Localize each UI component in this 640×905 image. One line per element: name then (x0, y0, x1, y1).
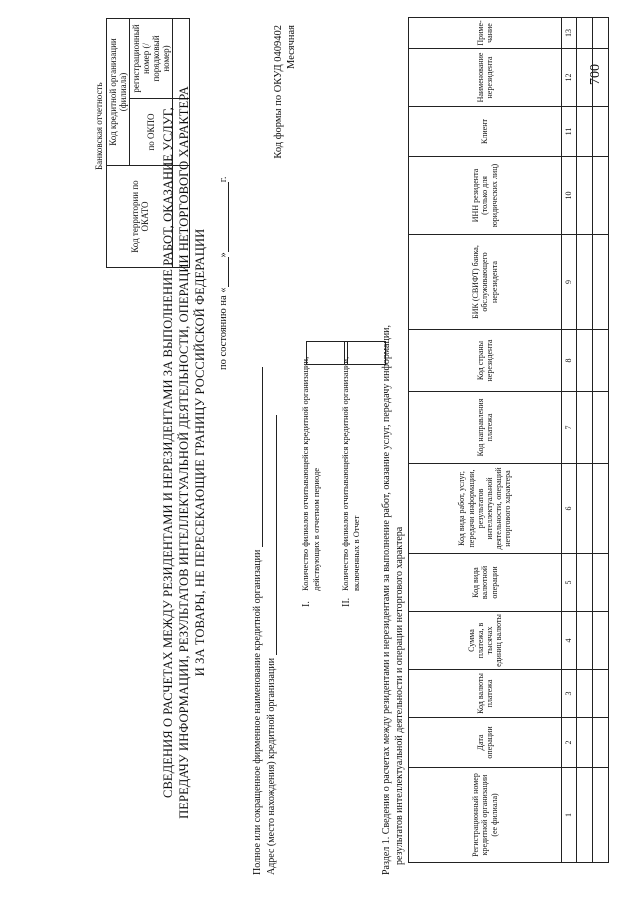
col-header-5: Код вида валютной операции (409, 554, 562, 612)
header-row (409, 18, 562, 863)
table-cell[interactable] (577, 392, 593, 464)
item-1 (300, 332, 330, 607)
col-header-11: Клиент (409, 107, 562, 157)
item-2-number: II. (341, 597, 352, 607)
address-field[interactable] (276, 415, 277, 655)
periodicity: Месячная (286, 25, 298, 69)
table-cell[interactable] (593, 18, 609, 49)
bank-reporting-label: Банковская отчетность (94, 82, 104, 170)
territory-code-header: Код территории по ОКАТО (107, 166, 173, 268)
table-cell[interactable] (593, 464, 609, 554)
full-name-label: Полное или сокращенное фирменное наименование кредитной организации (252, 549, 263, 875)
org-code-header: Код кредитной организации (филиала) (107, 19, 130, 166)
full-name-field[interactable] (262, 367, 263, 547)
table-cell[interactable] (593, 107, 609, 157)
table-cell[interactable] (593, 768, 609, 863)
col-number: 2 (562, 718, 577, 768)
table-cell[interactable] (577, 768, 593, 863)
document-title (160, 30, 208, 875)
section-1-line-2: результатов интеллектуальной деятельности и операции неторгового характера (394, 526, 405, 865)
table-cell[interactable] (593, 49, 609, 107)
table-cell[interactable] (577, 554, 593, 612)
table-cell[interactable] (593, 330, 609, 392)
item-1-number: I. (301, 601, 312, 607)
title-line-1: СВЕДЕНИЯ О РАСЧЕТАХ МЕЖДУ РЕЗИДЕНТАМИ И НЕРЕЗИДЕНТАМИ ЗА ВЫПОЛНЕНИЕ РАБОТ, ОКАЗАНИЕ УСЛУГ, (161, 107, 175, 798)
table-cell[interactable] (577, 157, 593, 235)
item-2-text: Количество филиалов отчитывающейся кредитной организации, включенных в Отчет (340, 356, 362, 591)
item-2 (340, 332, 370, 607)
table-cell[interactable] (577, 49, 593, 107)
col-header-10: ИНН резидента (только для юридических лиц) (409, 157, 562, 235)
col-number: 7 (562, 392, 577, 464)
address-row (266, 415, 277, 875)
page-number: 700 (588, 64, 603, 85)
col-number: 13 (562, 18, 577, 49)
day-field[interactable] (228, 257, 229, 287)
col-number: 8 (562, 330, 577, 392)
table-cell[interactable] (577, 718, 593, 768)
as-of-date: по состоянию на «»г. (218, 176, 229, 370)
col-header-2: Дата операции (409, 718, 562, 768)
col-number: 4 (562, 612, 577, 670)
table-cell[interactable] (593, 157, 609, 235)
col-header-9: БИК (СВИФТ) банка, обслуживающего нерезидента (409, 235, 562, 330)
table-cell[interactable] (593, 612, 609, 670)
main-table (408, 17, 609, 863)
table-cell[interactable] (577, 18, 593, 49)
table-cell[interactable] (577, 464, 593, 554)
col-header-12: Наименование нерезидента (409, 49, 562, 107)
col-number: 1 (562, 768, 577, 863)
regnum-header: регистрационный номер (/порядковый номер) (130, 19, 173, 99)
full-name-row (252, 367, 263, 875)
col-number: 10 (562, 157, 577, 235)
col-number: 11 (562, 107, 577, 157)
column-number-row (562, 18, 577, 863)
table-cell[interactable] (577, 235, 593, 330)
col-number: 6 (562, 464, 577, 554)
table-cell[interactable] (593, 670, 609, 718)
item-1-text: Количество филиалов отчитывающейся кредитной организации, действующих в отчетном периоде (300, 356, 322, 591)
col-header-3: Код валюты платежа (409, 670, 562, 718)
section-1-heading (380, 15, 406, 875)
col-header-1: Регистрационный номер кредитной организации (ее филиала) (409, 768, 562, 863)
address-label: Адрес (место нахождения) кредитной организации (266, 657, 277, 875)
col-number: 3 (562, 670, 577, 718)
col-header-4: Сумма платежа, в тысячах единиц валюты (409, 612, 562, 670)
col-header-6: Код вида работ, услуг, передачи информации, результатов интеллектуальной деятельности, операций неторгового характера (409, 464, 562, 554)
table-cell[interactable] (593, 392, 609, 464)
okud-code: Код формы по ОКУД 0409402 (273, 25, 284, 159)
col-number: 9 (562, 235, 577, 330)
okpo-header: по ОКПО (130, 99, 173, 166)
table-cell[interactable] (577, 670, 593, 718)
table-row (577, 18, 593, 863)
table-cell[interactable] (577, 612, 593, 670)
col-header-7: Код направления платежа (409, 392, 562, 464)
month-field[interactable] (228, 182, 229, 252)
table-cell[interactable] (593, 554, 609, 612)
table-cell[interactable] (577, 330, 593, 392)
col-header-8: Код страны нерезидента (409, 330, 562, 392)
okud-block (272, 25, 298, 215)
table-cell[interactable] (593, 235, 609, 330)
table-cell[interactable] (577, 107, 593, 157)
table-row (593, 18, 609, 863)
col-header-13: Приме-чание (409, 18, 562, 49)
col-number: 5 (562, 554, 577, 612)
table-cell[interactable] (593, 718, 609, 768)
col-number: 12 (562, 49, 577, 107)
title-line-2: ПЕРЕДАЧУ ИНФОРМАЦИИ, РЕЗУЛЬТАТОВ ИНТЕЛЛЕКТУАЛЬНОЙ ДЕЯТЕЛЬНОСТИ, ОПЕРАЦИИ НЕТОРГОВОГО ХАРАКТЕРА (177, 86, 191, 819)
section-1-line-1: Раздел 1. Сведения о расчетах между резидентами и нерезидентами за выполнение работ, оказание услуг, передачу информации, (381, 324, 392, 875)
title-line-3: И ЗА ТОВАРЫ, НЕ ПЕРЕСЕКАЮЩИЕ ГРАНИЦУ РОССИЙСКОЙ ФЕДЕРАЦИИ (193, 228, 207, 677)
